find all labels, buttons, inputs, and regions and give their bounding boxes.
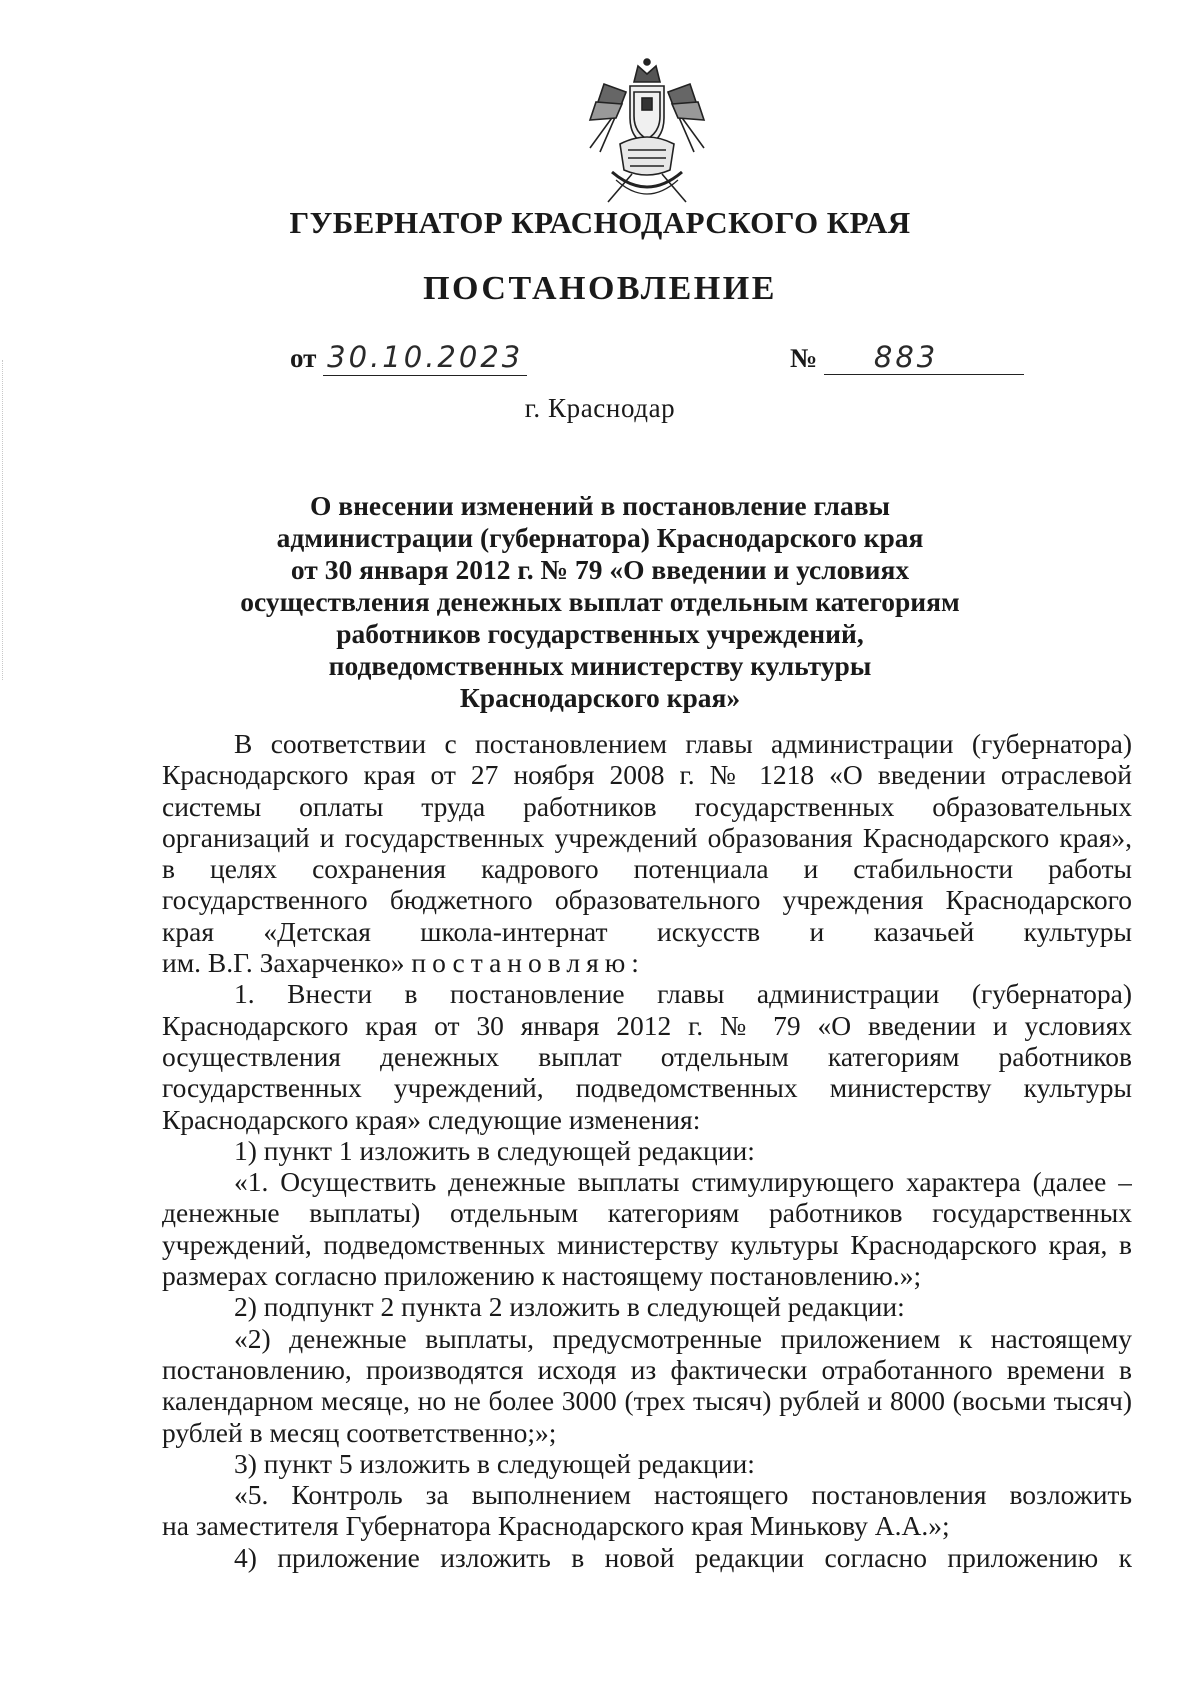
body-line: календарном месяце, но не более 3000 (трех тысяч) рублей и 8000 (восьми тысяч) [162, 1385, 1132, 1417]
body-line: «5. Контроль за выполнением настоящего постановления возложить [234, 1479, 1132, 1511]
body-line: государственного бюджетного образовательного учреждения Краснодарского [162, 884, 1132, 916]
body-line: «2) денежные выплаты, предусмотренные приложением к настоящему [234, 1322, 1132, 1354]
body-line: осуществления денежных выплат отдельным категориям работников [162, 1040, 1132, 1072]
body-line [162, 947, 1132, 978]
body-line: на заместителя Губернатора Краснодарского края Минькову А.А.»; [162, 1510, 950, 1542]
body-line: размерах согласно приложению к настоящему постановлению.»; [162, 1260, 922, 1292]
body-line-text: им. В.Г. Захарченко» [162, 947, 405, 979]
body-line: В соответствии с постановлением главы администрации (губернатора) [234, 728, 1132, 759]
document-body [162, 728, 1132, 1573]
body-line: 1. Внести в постановление главы администрации (губернатора) [234, 978, 1132, 1010]
body-line: постановлению, производятся исходя из фактически отработанного времени в [162, 1353, 1132, 1385]
issue-city: г. Краснодар [524, 393, 676, 423]
body-line: организаций и государственных учреждений образования Краснодарского края», [162, 821, 1132, 853]
body-line: Краснодарского края от 30 января 2012 г. № 79 «О введении и условиях [162, 1009, 1132, 1041]
body-line: Краснодарского края» следующие изменения: [162, 1103, 701, 1135]
body-line: края «Детская школа-интернат искусств и казачьей культуры [162, 915, 1132, 947]
document-type: ПОСТАНОВЛЕНИЕ [423, 270, 777, 307]
document-date [290, 340, 527, 376]
body-line: системы оплаты труда работников государственных образовательных [162, 790, 1132, 822]
title-line: работников государственных учреждений, [336, 618, 864, 649]
body-line: 1) пункт 1 изложить в следующей редакции: [234, 1134, 755, 1166]
body-line: 3) пункт 5 изложить в следующей редакции: [234, 1447, 755, 1479]
title-line: подведомственных министерству культуры [328, 650, 872, 681]
title-line: О внесении изменений в постановление главы [309, 490, 891, 521]
body-line: «1. Осуществить денежные выплаты стимулирующего характера (далее – [234, 1166, 1132, 1198]
document-title [160, 490, 1040, 714]
decree-word: постановляю: [411, 947, 645, 979]
date-prefix: от [290, 343, 317, 373]
title-line: осуществления денежных выплат отдельным категориям [240, 586, 960, 617]
body-line: рублей в месяц соответственно;»; [162, 1416, 557, 1448]
number-value: 883 [873, 340, 939, 374]
body-line: денежные выплаты) отдельным категориям работников государственных [162, 1197, 1132, 1229]
coat-of-arms-icon [572, 52, 722, 212]
body-line: учреждений, подведомственных министерству культуры Краснодарского края, в [162, 1228, 1132, 1260]
body-line: государственных учреждений, подведомственных министерству культуры [162, 1072, 1132, 1104]
title-line: администрации (губернатора) Краснодарского края [276, 522, 924, 553]
body-line: 2) подпункт 2 пункта 2 изложить в следующей редакции: [234, 1291, 905, 1323]
issuing-authority: ГУБЕРНАТОР КРАСНОДАРСКОГО КРАЯ [289, 205, 911, 240]
number-prefix: № [790, 343, 818, 373]
date-value: 30.10.2023 [327, 340, 524, 374]
body-line: Краснодарского края от 27 ноября 2008 г. № 1218 «О введении отраслевой [162, 759, 1132, 791]
document-number [790, 340, 1024, 375]
body-line: в целях сохранения кадрового потенциала и стабильности работы [162, 853, 1132, 885]
body-line: 4) приложение изложить в новой редакции согласно приложению к [234, 1541, 1132, 1573]
title-line: Краснодарского края» [459, 682, 741, 713]
title-line: от 30 января 2012 г. № 79 «О введении и условиях [290, 554, 910, 585]
